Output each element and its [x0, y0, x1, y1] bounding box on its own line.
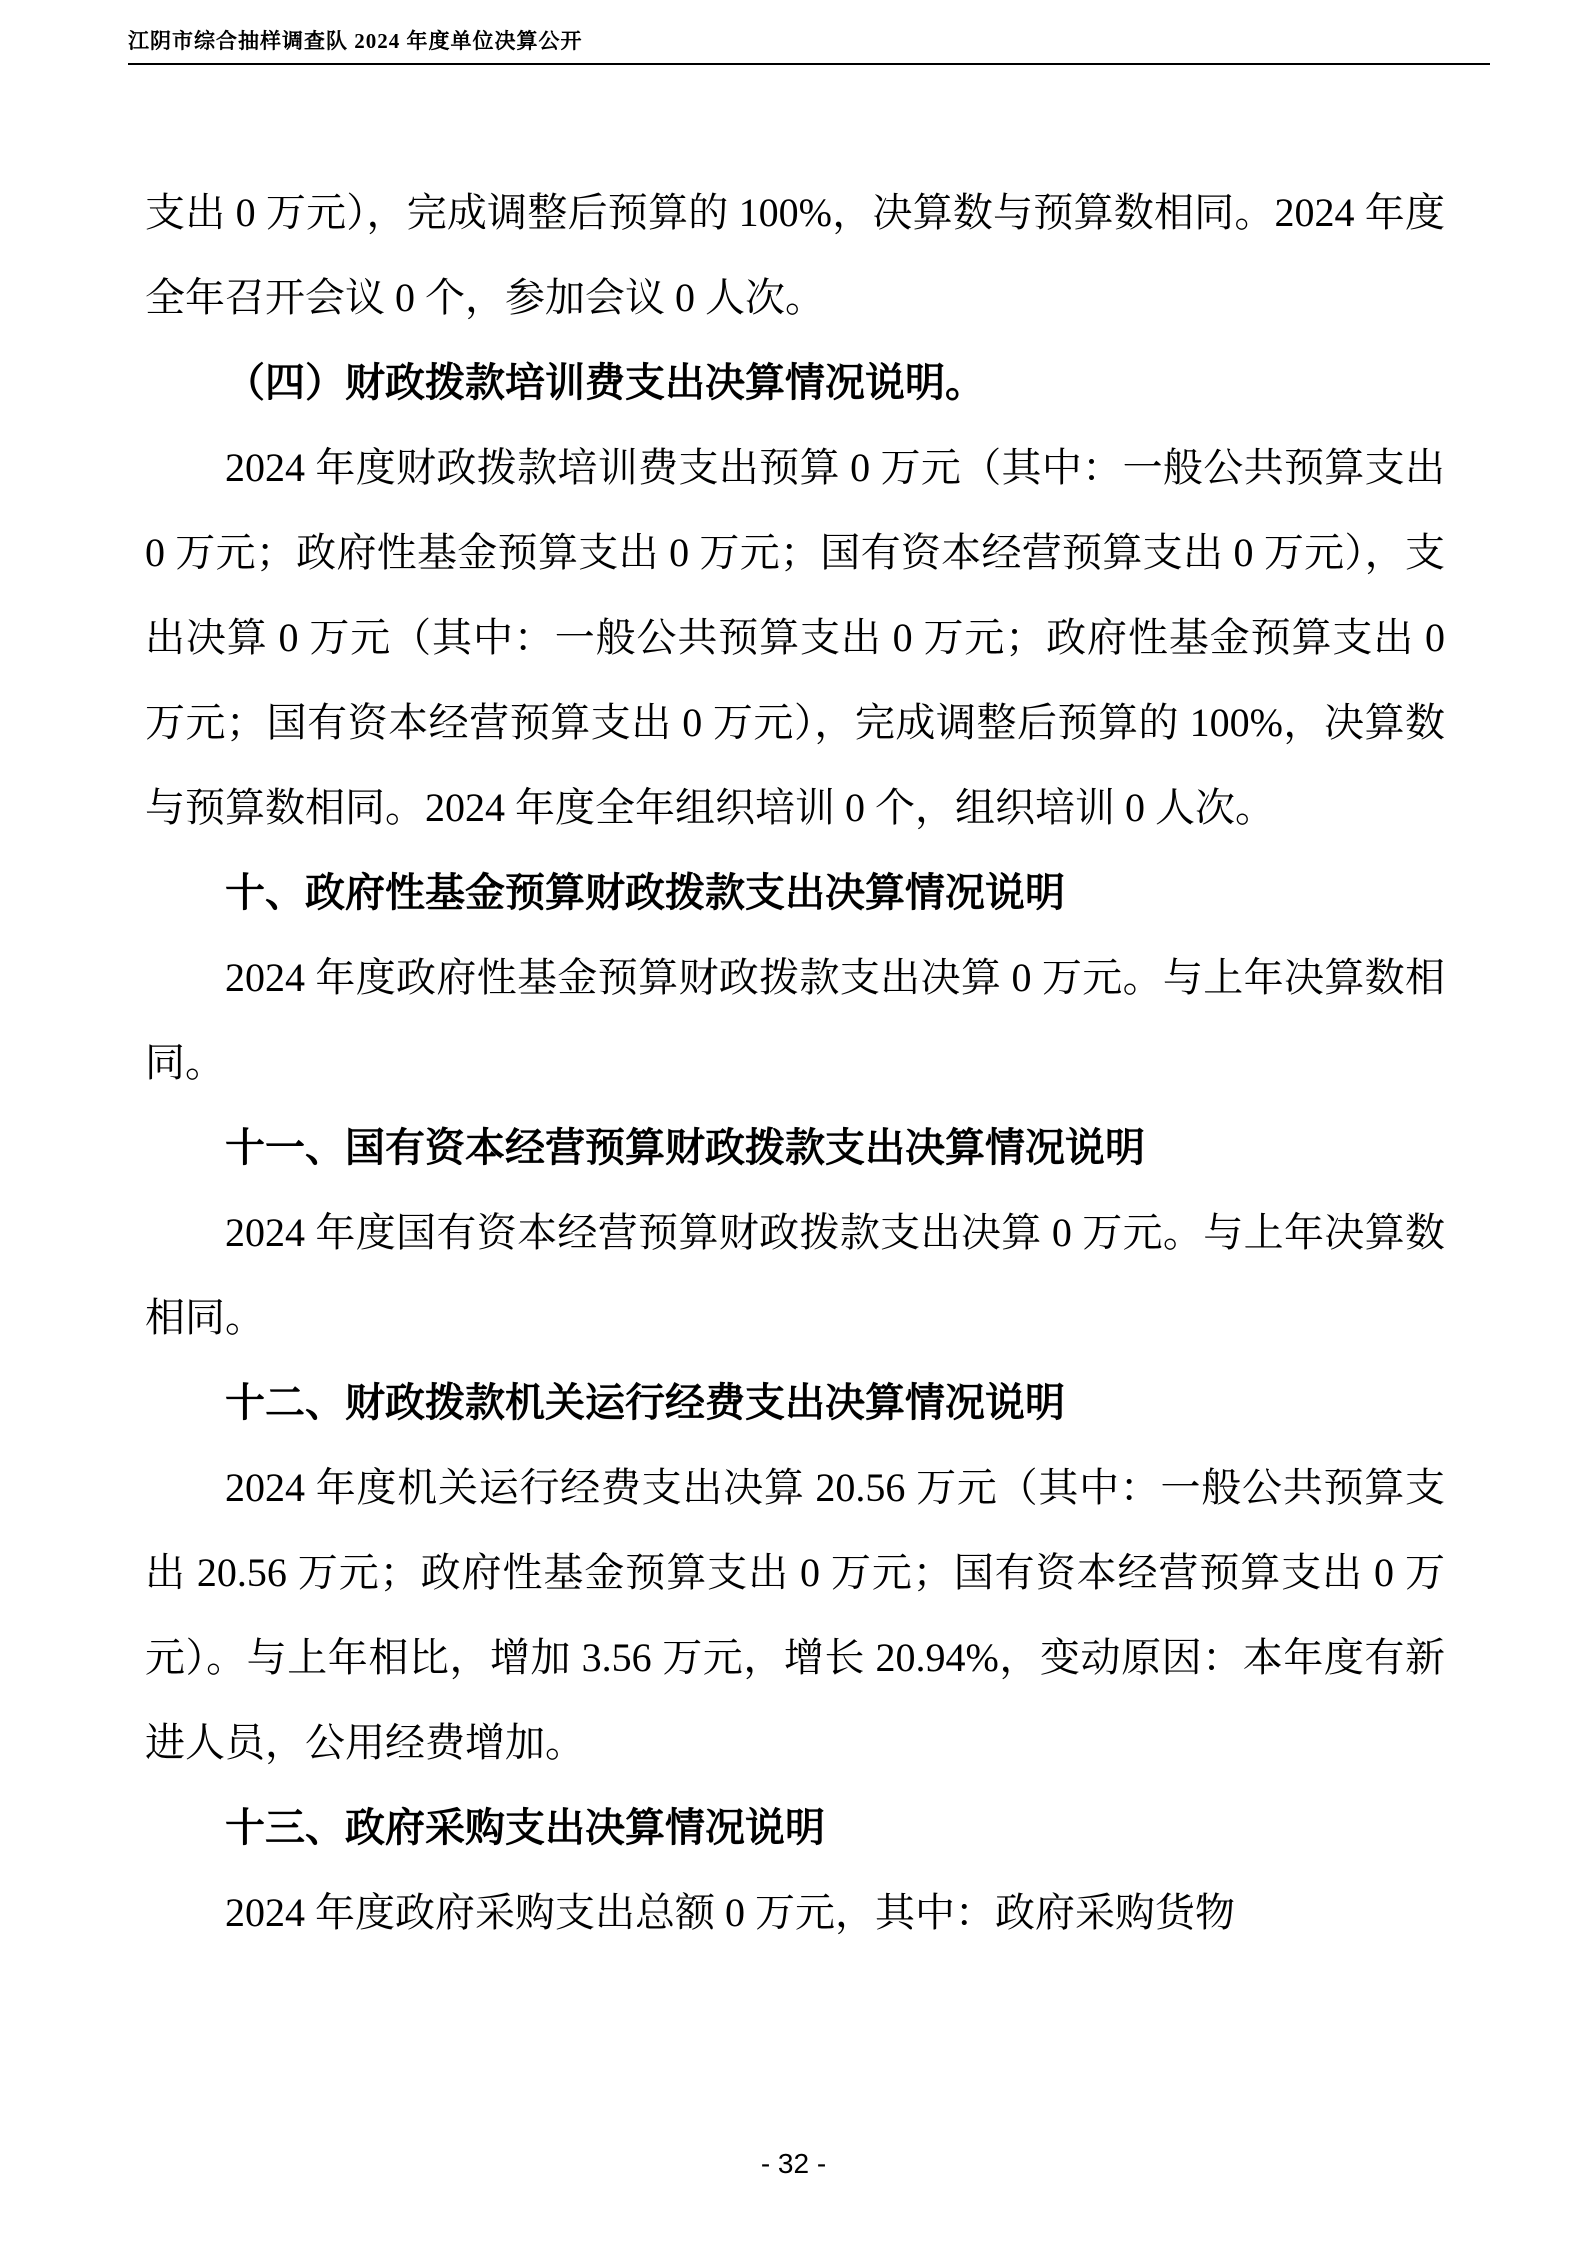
page-number: - 32 - — [760, 2148, 827, 2179]
section-heading: 十三、政府采购支出决算情况说明 — [225, 1805, 825, 1850]
section-heading: （四）财政拨款培训费支出决算情况说明。 — [225, 360, 985, 405]
document-header-title: 江阴市综合抽样调查队 2024 年度单位决算公开 — [128, 29, 583, 53]
paragraph: 2024 年度政府采购支出总额 0 万元，其中：政府采购货物 — [225, 1890, 1235, 1935]
header-divider — [128, 63, 1490, 65]
paragraph: 支出 0 万元），完成调整后预算的 100%，决算数与预算数相同。2024 年度全年召开会议 0 个，参加会议 0 人次。 — [145, 190, 1445, 320]
page-footer — [0, 2148, 1587, 2180]
section-heading: 十一、国有资本经营预算财政拨款支出决算情况说明 — [225, 1125, 1145, 1170]
paragraph: 2024 年度政府性基金预算财政拨款支出决算 0 万元。与上年决算数相同。 — [145, 955, 1445, 1085]
paragraph: 2024 年度机关运行经费支出决算 20.56 万元（其中：一般公共预算支出 20.56 万元；政府性基金预算支出 0 万元；国有资本经营预算支出 0 万元）。与上年相比，增加 3.56 万元，增长 20.94%，变动原因：本年度有新进人员，公用经费增加。 — [145, 1465, 1445, 1765]
document-body — [145, 170, 1445, 1955]
section-heading: 十二、财政拨款机关运行经费支出决算情况说明 — [225, 1380, 1065, 1425]
paragraph: 2024 年度财政拨款培训费支出预算 0 万元（其中：一般公共预算支出 0 万元；政府性基金预算支出 0 万元；国有资本经营预算支出 0 万元），支出决算 0 万元（其中：一般公共预算支出 0 万元；政府性基金预算支出 0 万元；国有资本经营预算支出 0 万元），完成调整后预算的 100%，决算数与预算数相同。2024 年度全年组织培训 0 个，组织培训 0 人次。 — [145, 445, 1445, 830]
section-heading: 十、政府性基金预算财政拨款支出决算情况说明 — [225, 870, 1065, 915]
paragraph: 2024 年度国有资本经营预算财政拨款支出决算 0 万元。与上年决算数相同。 — [145, 1210, 1445, 1340]
page-header — [128, 28, 1490, 65]
